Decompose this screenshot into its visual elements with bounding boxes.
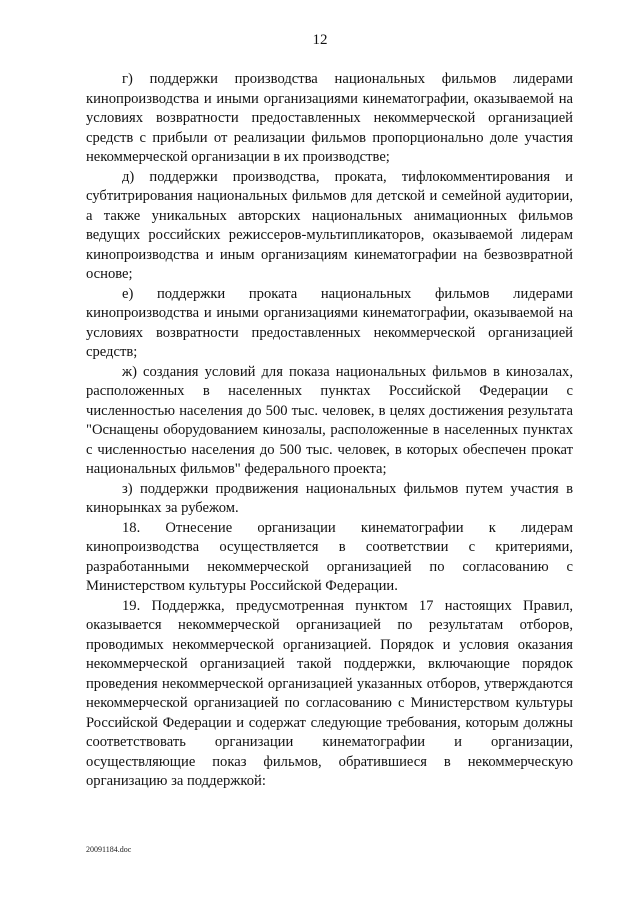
paragraph-clause-19: 19. Поддержка, предусмотренная пунктом 17 настоящих Правил, оказывается некоммерческой организацией по результатам отборов, проводимых некоммерческой организацией. Порядок и условия оказания некоммерческой организацией такой поддержки, включающие порядок проведения некоммерческой организацией указанных отборов, утверждаются некоммерческой организацией по согласованию с Министерством культуры Российской Федерации и содержат следующие требования, которым должны соответствовать организации кинематографии и организации, осуществляющие показ фильмов, обратившиеся в некоммерческую организацию за поддержкой:	[86, 597, 573, 789]
paragraph-clause-18: 18. Отнесение организации кинематографии к лидерам кинопроизводства осуществляется в соответствии с критериями, разработанными некоммерческой организацией по согласованию с Министерством культуры Российской Федерации.	[86, 519, 573, 594]
paragraph-item-zh: ж) создания условий для показа национальных фильмов в кинозалах, расположенных в населенных пунктах Российской Федерации с численностью населения до 500 тыс. человек, в целях достижения результата "Оснащены оборудованием кинозалы, расположенные в населенных пунктах с численностью населения до 500 тыс. человек, в которых обеспечен прокат национальных фильмов" федерального проекта;	[86, 363, 573, 477]
paragraph-item-g: г) поддержки производства национальных фильмов лидерами кинопроизводства и иными организациями кинематографии, оказываемой на условиях возвратности предоставленных некоммерческой организацией средств с прибыли от реализации фильмов пропорционально доле участия некоммерческой организации в их производстве;	[86, 71, 573, 165]
paragraph-item-z: з) поддержки продвижения национальных фильмов путем участия в кинорынках за рубежом.	[86, 480, 573, 516]
paragraph-item-e: е) поддержки проката национальных фильмов лидерами кинопроизводства и иными организациями кинематографии, оказываемой на условиях возвратности предоставленных некоммерческой организацией средств;	[86, 285, 573, 360]
footer-doc-code: 20091184.doc	[86, 845, 132, 854]
paragraph-item-d: д) поддержки производства, проката, тифлокомментирования и субтитрирования национальных фильмов для детской и семейной аудитории, а также уникальных авторских национальных анимационных фильмов ведущих российских режиссеров-мультипликаторов, оказываемой лидерам кинопроизводства и иным организациям кинематографии на безвозвратной основе;	[86, 168, 573, 282]
page-number: 12	[312, 32, 328, 48]
document-body	[86, 70, 573, 792]
